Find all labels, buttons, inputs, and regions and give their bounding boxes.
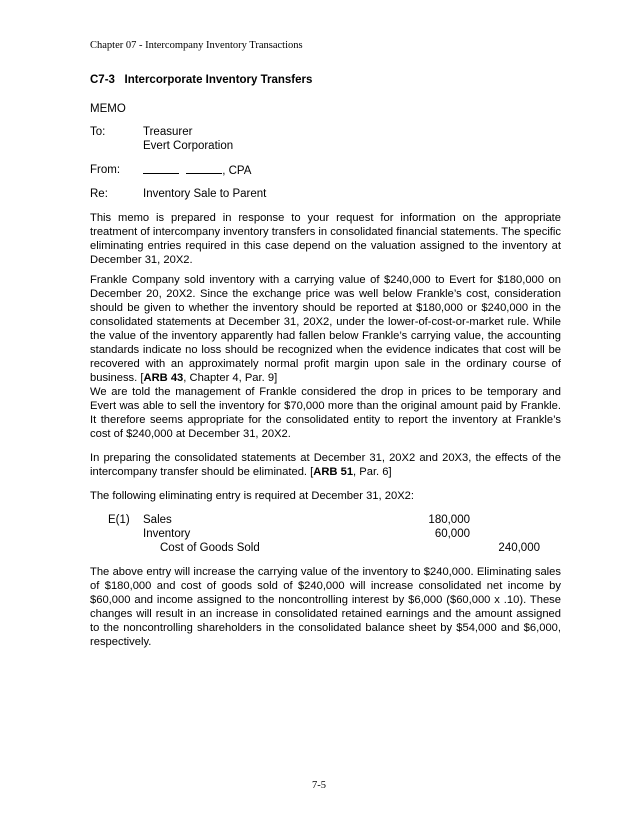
re-label: Re: xyxy=(90,188,108,200)
paragraph-1: This memo is prepared in response to your request for information on the appropriate treatment of intercompany inventory transfers in consolidated financial statements. The specific eliminating entries required in this case depend on the valuation assigned to the inventory at December 31, 20X2. xyxy=(90,212,561,266)
section-title: C7-3 Intercorporate Inventory Transfers xyxy=(90,74,313,86)
entry-account-1: Sales xyxy=(143,514,172,526)
page-header: Chapter 07 - Intercompany Inventory Transactions xyxy=(90,40,303,51)
paragraph-4-ref: ARB 51 xyxy=(313,466,354,478)
re-value: Inventory Sale to Parent xyxy=(143,188,267,200)
from-label: From: xyxy=(90,164,121,176)
to-line2: Evert Corporation xyxy=(143,140,234,152)
paragraph-2-tail: , Chapter 4, Par. 9] xyxy=(183,372,278,384)
memo-label: MEMO xyxy=(90,103,126,115)
paragraph-4 xyxy=(90,451,561,479)
paragraph-2-text: Frankle Company sold inventory with a carrying value of $240,000 to Evert for $180,000 on December 20, 20X2. Since the exchange price was well below Frankle’s cost, consideration should be given to whether the inventory should be reported at $180,000 or $240,000 in the consolidated statements at December 31, 20X2, under the lower-of-cost-or-market rule. While the value of the inventory apparently had fallen below Frankle’s carrying value, the accounting standards indicate no loss should be recognized when the evidence indicates that cost will be recovered with an approximately normal profit margin upon sale in the ordinary course of business. [ xyxy=(90,274,561,384)
entry-debit-2: 60,000 xyxy=(434,528,470,540)
paragraph-4-text: In preparing the consolidated statements at December 31, 20X2 and 20X3, the effects of the intercompany transfer should be eliminated. [ xyxy=(90,452,561,478)
to-line1: Treasurer xyxy=(143,126,193,138)
paragraph-5: The following eliminating entry is required at December 31, 20X2: xyxy=(90,490,414,502)
to-label: To: xyxy=(90,126,106,138)
entry-account-2: Inventory xyxy=(143,528,191,540)
from-value xyxy=(143,163,251,178)
signature-blank-1 xyxy=(143,163,179,174)
paragraph-2 xyxy=(90,273,561,385)
from-suffix: , CPA xyxy=(222,165,252,177)
signature-blank-2 xyxy=(186,163,222,174)
entry-label: E(1) xyxy=(108,514,130,526)
entry-account-3: Cost of Goods Sold xyxy=(160,542,260,554)
entry-credit-3: 240,000 xyxy=(498,542,540,554)
paragraph-4-tail: , Par. 6] xyxy=(353,466,392,478)
paragraph-3: We are told the management of Frankle considered the drop in prices to be temporary and Evert was able to sell the inventory for $70,000 more than the original amount paid by Frankle. It therefore seems appropriate for the consolidated entity to report the inventory at Frankle’s cost of $240,000 at December 31, 20X2. xyxy=(90,386,561,440)
paragraph-6: The above entry will increase the carrying value of the inventory to $240,000. Eliminating sales of $180,000 and cost of goods sold of $240,000 will increase consolidated net income by $60,000 and income assigned to the noncontrolling interest by $6,000 ($60,000 x .10). These changes will result in an increase in consolidated retained earnings and the amount assigned to the noncontrolling shareholders in the consolidated balance sheet by $54,000 and $6,000, respectively. xyxy=(90,566,561,648)
entry-debit-1: 180,000 xyxy=(428,514,470,526)
paragraph-2-ref: ARB 43 xyxy=(143,372,184,384)
page-number: 7-5 xyxy=(312,780,326,791)
